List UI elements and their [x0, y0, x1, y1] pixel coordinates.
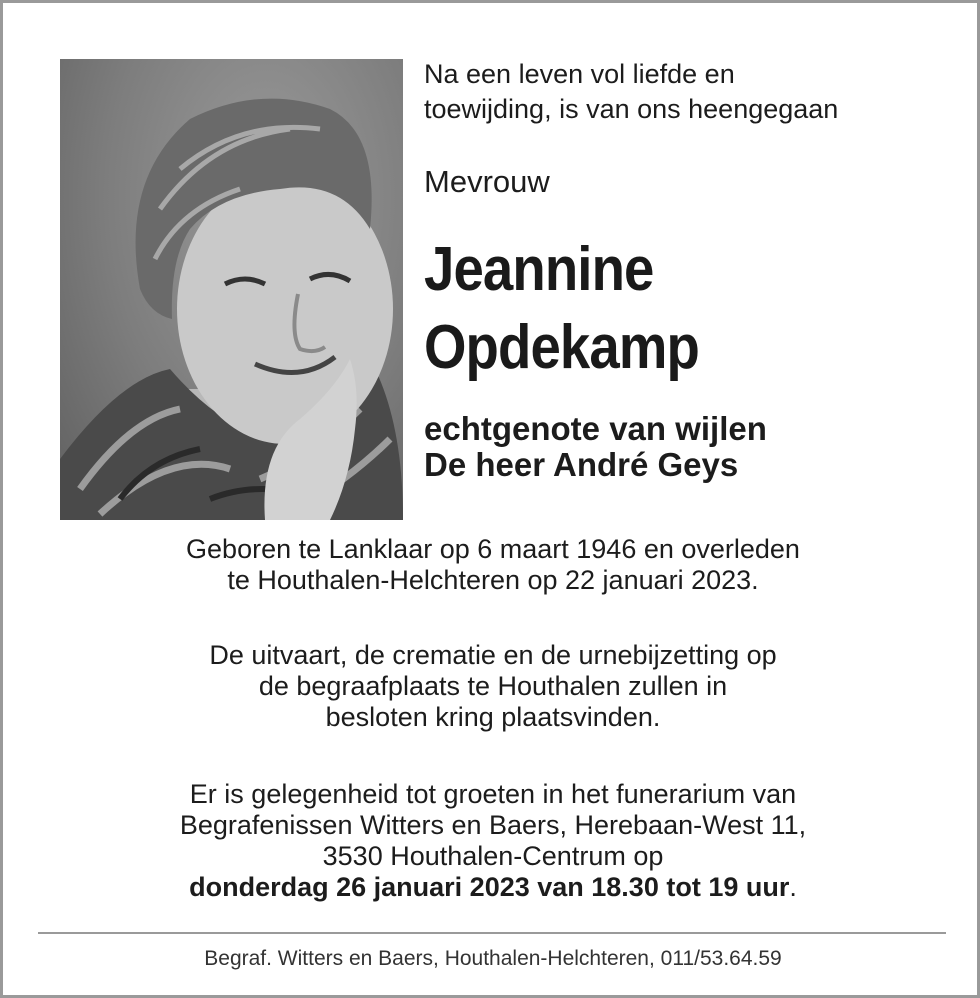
- first-name: Jeannine: [424, 235, 654, 304]
- intro-text: [424, 57, 944, 127]
- visitation-line-4: [43, 872, 943, 903]
- intro-line-2: toewijding, is van ons heengegaan: [424, 94, 839, 124]
- visitation-datetime: donderdag 26 januari 2023 van 18.30 tot 19 uur: [189, 872, 790, 902]
- portrait-illustration: [60, 59, 403, 520]
- spouse-line-2: De heer André Geys: [424, 446, 739, 483]
- visitation-line-1: Er is gelegenheid tot groeten in het funerarium van: [189, 779, 797, 809]
- honorific: Mevrouw: [424, 164, 550, 199]
- portrait-photo: [60, 59, 403, 520]
- death-line: te Houthalen-Helchteren op 22 januari 2023.: [227, 565, 759, 595]
- spouse-info: [424, 411, 944, 483]
- spouse-line-1: echtgenote van wijlen: [424, 410, 767, 447]
- last-name: Opdekamp: [424, 313, 699, 382]
- visitation-line-2: Begrafenissen Witters en Baers, Herebaan-West 11,: [179, 810, 807, 840]
- intro-line-1: Na een leven vol liefde en: [424, 59, 735, 89]
- funeral-line-3: besloten kring plaatsvinden.: [325, 702, 661, 732]
- funeral-paragraph: [43, 640, 943, 733]
- visitation-period: .: [789, 872, 797, 902]
- funeral-line-1: De uitvaart, de crematie en de urnebijzetting op: [209, 640, 777, 670]
- deceased-name: [424, 231, 944, 387]
- visitation-line-3: 3530 Houthalen-Centrum op: [322, 841, 664, 871]
- funeral-line-2: de begraafplaats te Houthalen zullen in: [258, 671, 728, 701]
- funeral-home-footer: Begraf. Witters en Baers, Houthalen-Helchteren, 011/53.64.59: [204, 947, 782, 970]
- birth-line: Geboren te Lanklaar op 6 maart 1946 en overleden: [186, 534, 800, 564]
- visitation-paragraph: [43, 779, 943, 903]
- birth-death-paragraph: [43, 534, 943, 596]
- footer-divider: [38, 932, 946, 934]
